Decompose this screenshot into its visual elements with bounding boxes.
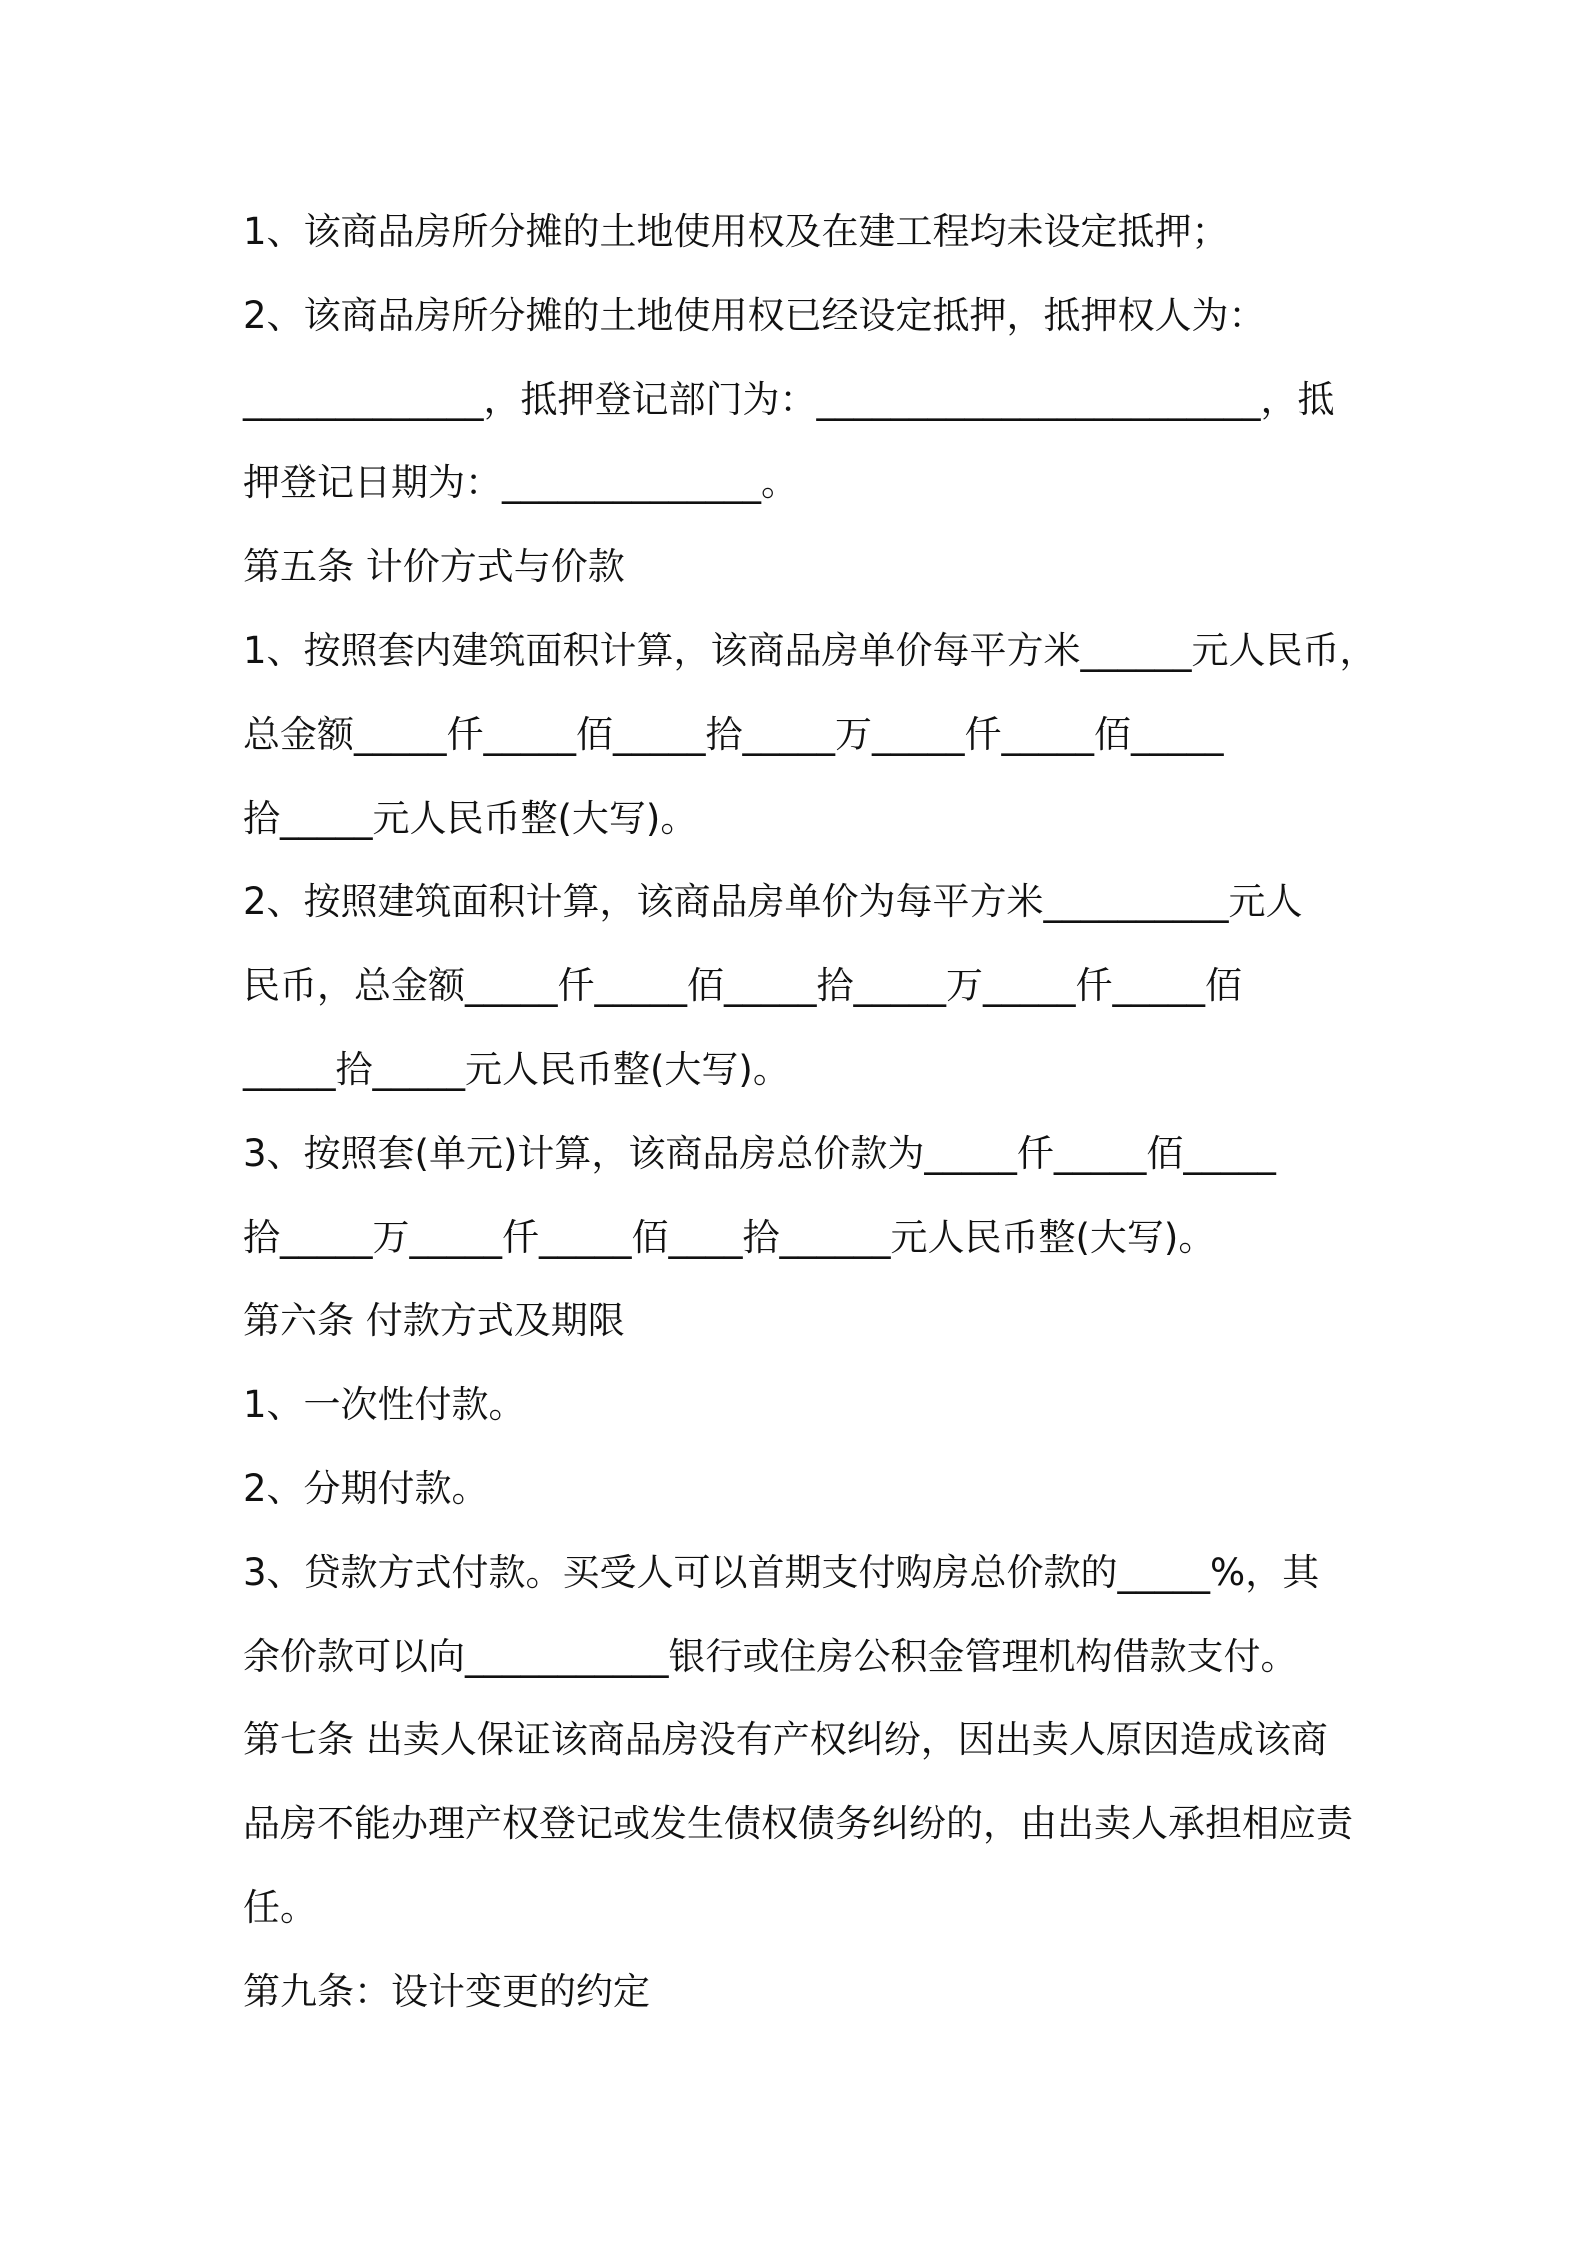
clause-7-line-1: 第七条 出卖人保证该商品房没有产权纠纷，因出卖人原因造成该商 [243,1718,1328,1762]
clause-4-item-2-line-2: _____________，抵押登记部门为：________________________，抵 [243,377,1335,421]
clause-4-item-2-line-3: 押登记日期为：______________。 [243,461,798,505]
clause-6-item-3-line-2: 余价款可以向___________银行或住房公积金管理机构借款支付。 [243,1634,1298,1678]
clause-9-heading: 第九条：设计变更的约定 [243,1969,650,2013]
clause-5-item-3-line-2: 拾_____万_____仟_____佰____拾______元人民币整(大写)。 [243,1215,1216,1259]
clause-6-item-3-line-1: 3、贷款方式付款。买受人可以首期支付购房总价款的_____%，其 [243,1550,1320,1594]
clause-5-item-2-line-1: 2、按照建筑面积计算，该商品房单价为每平方米__________元人 [243,880,1303,924]
clause-5-item-2-line-3: _____拾_____元人民币整(大写)。 [243,1047,790,1091]
clause-6-item-2: 2、分期付款。 [243,1466,489,1510]
clause-5-item-1-line-3: 拾_____元人民币整(大写)。 [243,796,698,840]
clause-6-item-1: 1、一次性付款。 [243,1383,526,1427]
clause-4-item-2-line-1: 2、该商品房所分摊的土地使用权已经设定抵押，抵押权人为： [243,293,1266,337]
clause-4-item-1-line: 1、该商品房所分摊的土地使用权及在建工程均未设定抵押； [243,210,1229,253]
clause-5-item-3-line-1: 3、按照套(单元)计算，该商品房总价款为_____仟_____佰_____ [243,1131,1276,1175]
clause-5-item-1-line-1: 1、按照套内建筑面积计算，该商品房单价每平方米______元人民币， [243,628,1377,672]
clause-7-line-2: 品房不能办理产权登记或发生债权债务纠纷的，由出卖人承担相应责 [243,1802,1353,1846]
clause-5-item-1-line-2: 总金额_____仟_____佰_____拾_____万_____仟_____佰_____ [243,712,1224,756]
clause-7-line-3: 任。 [243,1885,317,1929]
clause-6-heading: 第六条 付款方式及期限 [243,1299,625,1343]
clause-5-heading: 第五条 计价方式与价款 [243,545,625,589]
document-body [243,190,1377,2034]
clause-5-item-2-line-2: 民币，总金额_____仟_____佰_____拾_____万_____仟_____佰 [243,964,1242,1008]
